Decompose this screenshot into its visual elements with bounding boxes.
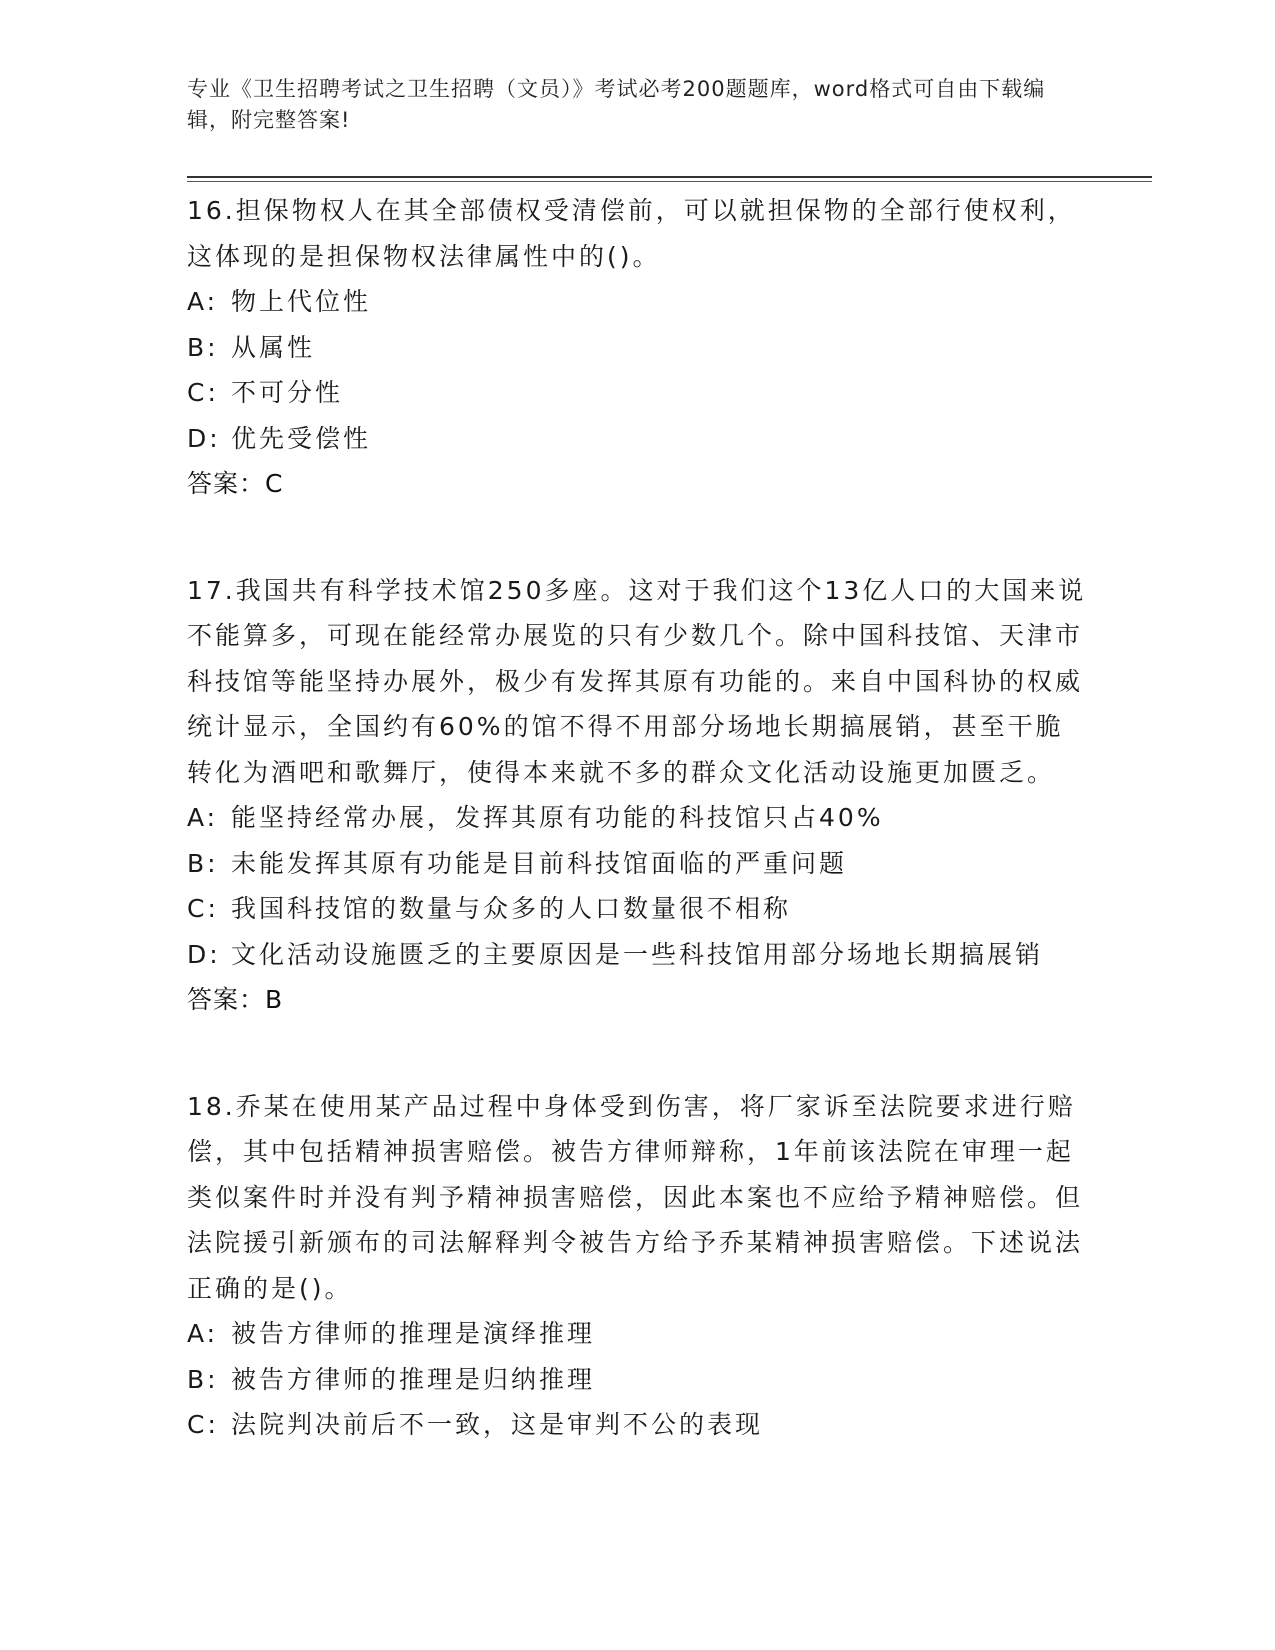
option-b: [187, 841, 1087, 887]
option-text: 优先受偿性: [231, 423, 372, 453]
option-letter: D:: [187, 939, 221, 969]
option-text: 物上代位性: [231, 287, 372, 316]
page-header: 专业《卫生招聘考试之卫生招聘（文员）》考试必考200题题库，word格式可自由下载编辑，附完整答案!: [187, 77, 1046, 132]
option-text: 我国科技馆的数量与众多的人口数量很不相称: [231, 894, 792, 923]
option-text: 被告方律师的推理是归纳推理: [231, 1364, 596, 1394]
option-b: [187, 1357, 1087, 1403]
option-text: 未能发挥其原有功能是目前科技馆面临的严重问题: [231, 848, 848, 878]
option-letter: D:: [187, 423, 221, 453]
question-18: [187, 1084, 1087, 1448]
option-d: [187, 932, 1087, 978]
option-text: 文化活动设施匮乏的主要原因是一些科技馆用部分场地长期搞展销: [231, 939, 1044, 969]
option-letter: A:: [187, 287, 219, 316]
question-16: [187, 188, 1087, 507]
option-c: [187, 370, 1087, 416]
option-c: [187, 886, 1087, 932]
question-17: [187, 568, 1087, 1023]
option-text: 从属性: [231, 332, 316, 362]
header-divider: [187, 176, 1152, 178]
answer-line: 答案：B: [187, 985, 284, 1014]
option-letter: C:: [187, 378, 219, 407]
option-a: [187, 1311, 1087, 1357]
option-text: 被告方律师的推理是演绎推理: [231, 1319, 596, 1348]
question-list: [187, 188, 1087, 1509]
option-letter: C:: [187, 894, 219, 923]
option-letter: B:: [187, 332, 219, 362]
option-a: [187, 795, 1087, 841]
question-stem: 16.担保物权人在其全部债权受清偿前，可以就担保物的全部行使权利，这体现的是担保物权法律属性中的()。: [187, 196, 1076, 271]
option-d: [187, 416, 1087, 462]
option-letter: B:: [187, 848, 219, 878]
answer-line: 答案：C: [187, 469, 284, 498]
header-divider-thin: [187, 181, 1152, 182]
option-b: [187, 325, 1087, 371]
option-letter: B:: [187, 1364, 219, 1394]
option-a: [187, 279, 1087, 325]
option-text: 不可分性: [231, 378, 344, 407]
option-c: [187, 1402, 1087, 1448]
option-letter: A:: [187, 803, 219, 832]
option-letter: C:: [187, 1410, 219, 1439]
option-letter: A:: [187, 1319, 219, 1348]
question-stem: 18.乔某在使用某产品过程中身体受到伤害，将厂家诉至法院要求进行赔偿，其中包括精神损害赔偿。被告方律师辩称，1年前该法院在审理一起类似案件时并没有判予精神损害赔偿，因此本案也不应给予精神赔偿。但法院援引新颁布的司法解释判令被告方给予乔某精神损害赔偿。下述说法正确的是()。: [187, 1091, 1084, 1303]
option-text: 法院判决前后不一致，这是审判不公的表现: [231, 1410, 764, 1439]
question-stem: 17.我国共有科学技术馆250多座。这对于我们这个13亿人口的大国来说不能算多，可现在能经常办展览的只有少数几个。除中国科技馆、天津市科技馆等能坚持办展外，极少有发挥其原有功能的。来自中国科协的权威统计显示，全国约有60%的馆不得不用部分场地长期搞展销，甚至干脆转化为酒吧和歌舞厅，使得本来就不多的群众文化活动设施更加匮乏。: [187, 575, 1087, 787]
option-text: 能坚持经常办展，发挥其原有功能的科技馆只占40%: [231, 803, 884, 832]
